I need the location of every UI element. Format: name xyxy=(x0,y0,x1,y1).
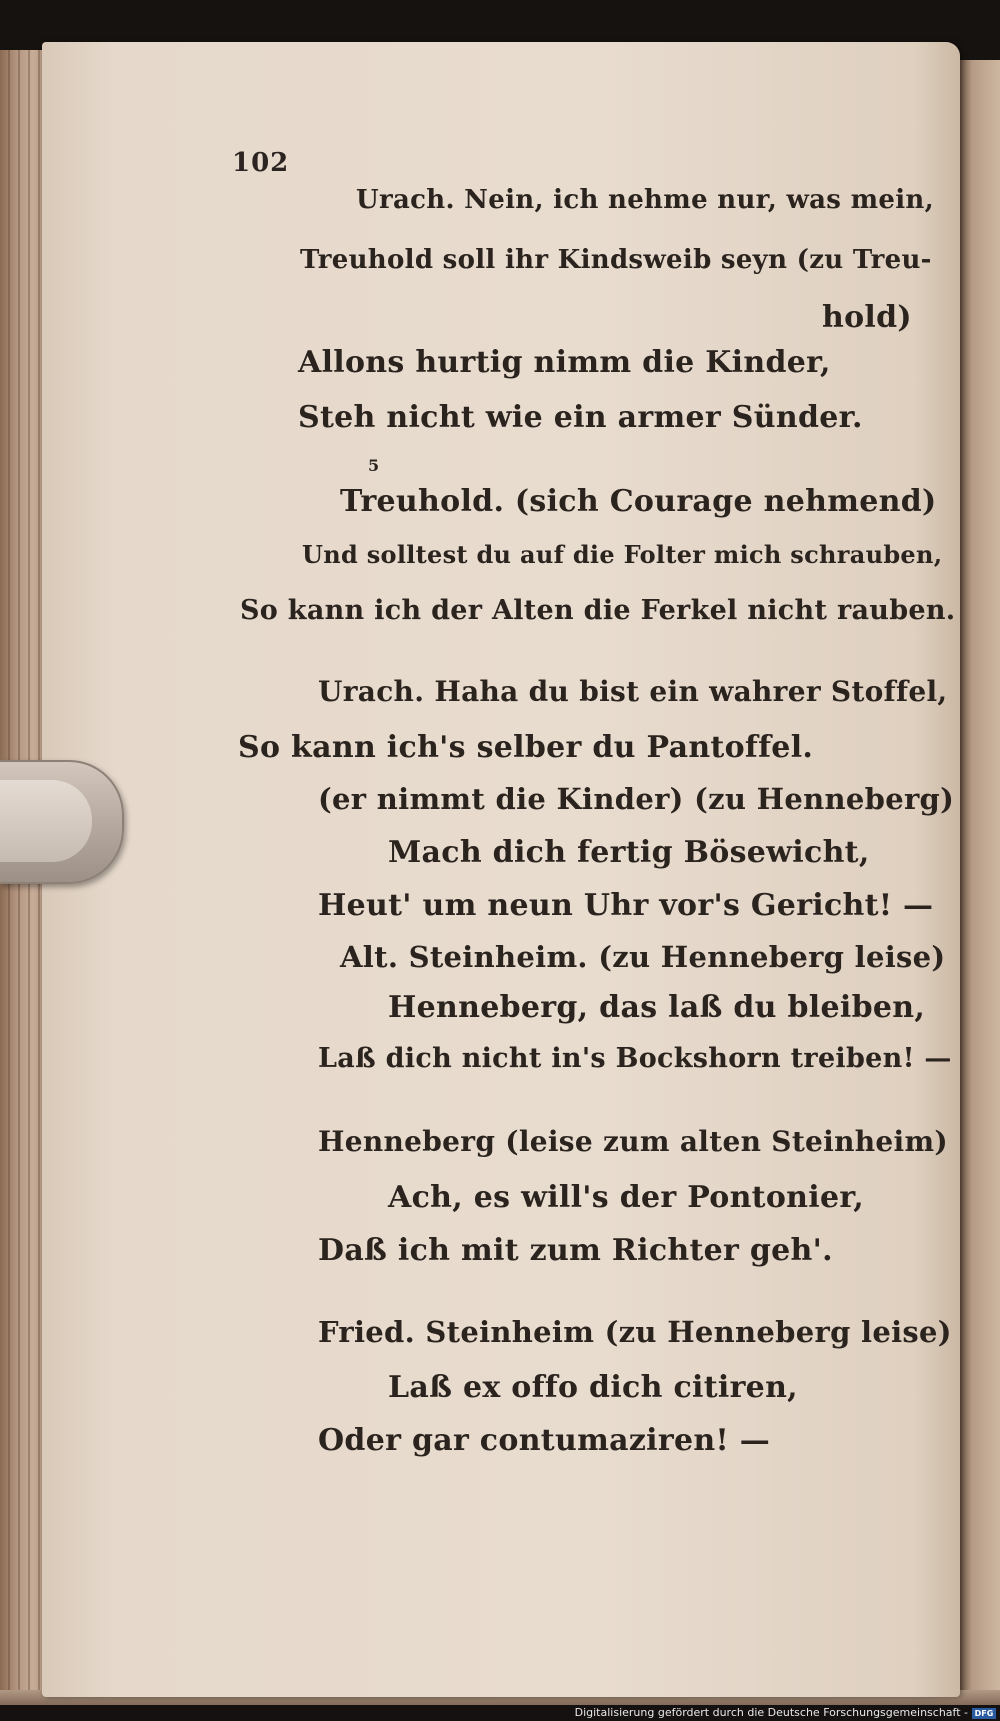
text-line: Oder gar contumaziren! — xyxy=(318,1423,770,1458)
text-line: So kann ich der Alten die Ferkel nicht rauben. xyxy=(240,595,956,626)
text-line: Laß dich nicht in's Bockshorn treiben! — xyxy=(318,1043,952,1074)
text-line: (er nimmt die Kinder) (zu Henneberg) xyxy=(318,782,955,816)
text-line: 5 xyxy=(368,456,380,475)
text-line: Steh nicht wie ein armer Sünder. xyxy=(298,400,863,435)
text-line: Allons hurtig nimm die Kinder, xyxy=(298,345,831,380)
page-clip xyxy=(0,760,124,884)
text-line: So kann ich's selber du Pantoffel. xyxy=(238,730,814,765)
text-line: Henneberg (leise zum alten Steinheim) xyxy=(318,1125,948,1158)
text-line: Urach. Nein, ich nehme nur, was mein, xyxy=(356,185,934,215)
digitization-credit: Digitalisierung gefördert durch die Deutsche Forschungsgemeinschaft - xyxy=(574,1706,968,1719)
text-line: Und solltest du auf die Folter mich schrauben, xyxy=(302,540,943,569)
text-line: Laß ex offo dich citiren, xyxy=(388,1370,798,1405)
text-line: Treuhold. (sich Courage nehmend) xyxy=(340,484,937,519)
text-line: Treuhold soll ihr Kindsweib seyn (zu Treu- xyxy=(300,245,932,275)
text-line: Henneberg, das laß du bleiben, xyxy=(388,990,926,1025)
text-line: Heut' um neun Uhr vor's Gericht! — xyxy=(318,888,934,923)
text-line: Daß ich mit zum Richter geh'. xyxy=(318,1233,833,1268)
text-line: Mach dich fertig Bösewicht, xyxy=(388,835,870,870)
text-line: Alt. Steinheim. (zu Henneberg leise) xyxy=(340,940,946,974)
book-page-edges-right xyxy=(960,60,1000,1700)
page-number: 102 xyxy=(232,148,290,178)
text-line: hold) xyxy=(822,300,912,335)
text-line: Fried. Steinheim (zu Henneberg leise) xyxy=(318,1315,952,1349)
dfg-logo: DFG xyxy=(972,1708,996,1719)
text-line: Ach, es will's der Pontonier, xyxy=(388,1180,865,1215)
text-line: Urach. Haha du bist ein wahrer Stoffel, xyxy=(318,675,948,708)
